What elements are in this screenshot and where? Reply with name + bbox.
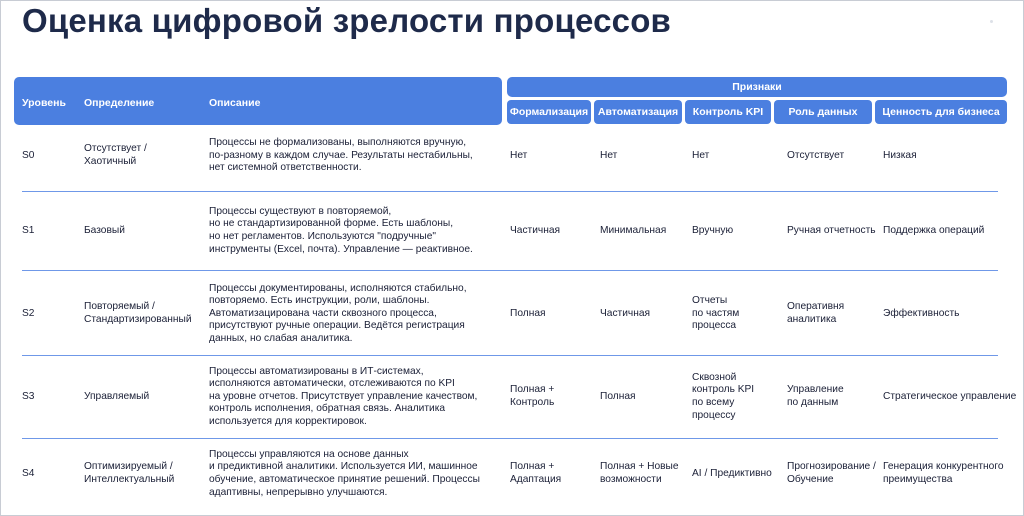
cell-line: Полная (600, 390, 636, 402)
cell-line: Прогнозирование / (787, 461, 876, 473)
cell-business-value (883, 391, 1016, 404)
cell-line: нет системной ответственности. (209, 162, 362, 174)
cell-kpi-control (692, 150, 709, 163)
cell-line: Низкая (883, 149, 917, 161)
cell-automation (600, 461, 679, 486)
cell-line: Минимальная (600, 224, 667, 236)
cell-line: Базовый (84, 224, 125, 236)
cell-description (209, 283, 467, 346)
header-data-role: Роль данных (774, 100, 872, 124)
cell-line: Оптимизируемый / (84, 461, 173, 473)
header-description: Описание (209, 97, 261, 109)
cell-kpi-control (692, 295, 739, 333)
cell-line: S0 (22, 149, 35, 161)
cell-line: Нет (600, 149, 618, 161)
cell-line: Нет (510, 149, 528, 161)
cell-line: по-разному в каждом случае. Результаты нестабильны, (209, 149, 473, 161)
cell-line: Процессы документированы, исполняются стабильно, (209, 282, 467, 294)
page-title: Оценка цифровой зрелости процессов (22, 2, 672, 39)
cell-data-role (787, 225, 876, 238)
cell-formalization (510, 150, 527, 163)
header-business-value: Ценность для бизнеса (875, 100, 1007, 124)
cell-definition (84, 391, 149, 404)
cell-line: по данным (787, 396, 839, 408)
cell-line: преимущества (883, 473, 953, 485)
cell-data-role (787, 461, 876, 486)
cell-line: Полная + (510, 384, 555, 396)
cell-line: Процессы существуют в повторяемой, (209, 205, 392, 217)
cell-automation (600, 308, 650, 321)
cell-line: Повторяемый / (84, 301, 155, 313)
cell-line: по всему (692, 396, 735, 408)
cell-line: повторяемо. Есть инструкции, роли, шаблоны. (209, 295, 430, 307)
cell-description (209, 449, 480, 499)
cell-description (209, 206, 473, 256)
cell-business-value (883, 308, 959, 321)
cell-line: S3 (22, 390, 35, 402)
cell-line: присутствуют ручные операции. Ведётся регистрация (209, 320, 465, 332)
cell-line: Интеллектуальный (84, 473, 175, 485)
cell-line: Отсутствует / (84, 143, 147, 155)
decorative-dot (990, 20, 993, 23)
cell-line: Эффективность (883, 307, 960, 319)
cell-line: Отсутствует (787, 149, 845, 161)
header-group-signs: Признаки (507, 77, 1007, 97)
cell-data-role (787, 384, 844, 409)
cell-line: Полная + (510, 461, 555, 473)
cell-line: Сквозной (692, 371, 737, 383)
row-separator (22, 438, 998, 439)
cell-line: Вручную (692, 224, 734, 236)
cell-line: Автоматизацирована части сквозного процесса, (209, 307, 437, 319)
cell-automation (600, 150, 617, 163)
cell-data-role (787, 301, 844, 326)
cell-line: по частям (692, 307, 740, 319)
cell-line: обучение, автоматическое принятие решений. Процессы (209, 473, 480, 485)
cell-business-value (883, 461, 1003, 486)
cell-line: Нет (692, 149, 710, 161)
row-separator (22, 355, 998, 356)
cell-line: и предиктивной аналитики. Используется ИИ, машинное (209, 461, 478, 473)
cell-line: Обучение (787, 473, 834, 485)
cell-line: контроль KPI (692, 384, 755, 396)
cell-kpi-control (692, 468, 772, 481)
header-definition: Определение (84, 97, 155, 109)
cell-automation (600, 225, 666, 238)
cell-kpi-control (692, 225, 733, 238)
cell-formalization (510, 308, 546, 321)
header-automation: Автоматизация (594, 100, 682, 124)
cell-line: Оперативня (787, 301, 845, 313)
header-level: Уровень (22, 97, 66, 109)
cell-kpi-control (692, 372, 754, 422)
cell-line: Полная + Новые (600, 461, 679, 473)
cell-line: используется для корректировок. (209, 415, 367, 427)
row-separator (22, 191, 998, 192)
cell-description (209, 366, 477, 429)
table-header-left (14, 77, 502, 125)
cell-line: Генерация конкурентного (883, 461, 1004, 473)
cell-line: на уровне отчетов. Присутствует управление качеством, (209, 390, 478, 402)
cell-line: AI / Предиктивно (692, 467, 772, 479)
cell-line: Процессы не формализованы, выполняются вручную, (209, 137, 467, 149)
cell-level (22, 391, 34, 404)
cell-line: процессу (692, 409, 736, 421)
cell-data-role (787, 150, 844, 163)
cell-formalization (510, 384, 554, 409)
header-kpi-control: Контроль KPI (685, 100, 771, 124)
cell-line: Процессы автоматизированы в ИТ-системах, (209, 365, 424, 377)
cell-description (209, 137, 473, 175)
cell-line: исполняются автоматически, отслеживаются по KPI (209, 378, 455, 390)
cell-line: но не стандартизированной форме. Есть шаблоны, (209, 218, 454, 230)
cell-line: Поддержка операций (883, 224, 985, 236)
cell-formalization (510, 461, 561, 486)
cell-line: Хаотичный (84, 155, 137, 167)
cell-definition (84, 225, 125, 238)
cell-line: процесса (692, 320, 737, 332)
cell-level (22, 150, 34, 163)
cell-line: S4 (22, 467, 35, 479)
cell-line: адаптивны, непрерывно улучшаются. (209, 486, 388, 498)
cell-line: Стратегическое управление (883, 390, 1017, 402)
cell-level (22, 308, 34, 321)
cell-formalization (510, 225, 560, 238)
cell-line: Управление (787, 384, 844, 396)
cell-line: Частичная (600, 307, 651, 319)
cell-line: Ручная отчетность (787, 224, 876, 236)
cell-line: возможности (600, 473, 662, 485)
header-formalization: Формализация (507, 100, 591, 124)
cell-line: Управляемый (84, 390, 150, 402)
row-separator (22, 270, 998, 271)
cell-line: Контроль (510, 396, 555, 408)
cell-line: S1 (22, 224, 35, 236)
cell-definition (84, 143, 147, 168)
cell-line: но нет регламентов. Используются "подручные" (209, 230, 436, 242)
cell-line: данных, но слабая аналитика. (209, 332, 353, 344)
cell-business-value (883, 225, 984, 238)
cell-line: инструменты (Excel, почта). Управление — реактивное. (209, 243, 473, 255)
cell-line: Частичная (510, 224, 561, 236)
cell-line: S2 (22, 307, 35, 319)
cell-definition (84, 461, 174, 486)
cell-definition (84, 301, 192, 326)
cell-business-value (883, 150, 917, 163)
cell-automation (600, 391, 636, 404)
cell-line: контроль исполнения, обратная связь. Аналитика (209, 403, 446, 415)
cell-line: Отчеты (692, 295, 728, 307)
cell-line: Адаптация (510, 473, 562, 485)
cell-line: Процессы управляются на основе данных (209, 448, 409, 460)
cell-level (22, 468, 34, 481)
cell-line: Полная (510, 307, 546, 319)
cell-line: аналитика (787, 313, 837, 325)
cell-level (22, 225, 34, 238)
cell-line: Стандартизированный (84, 313, 192, 325)
